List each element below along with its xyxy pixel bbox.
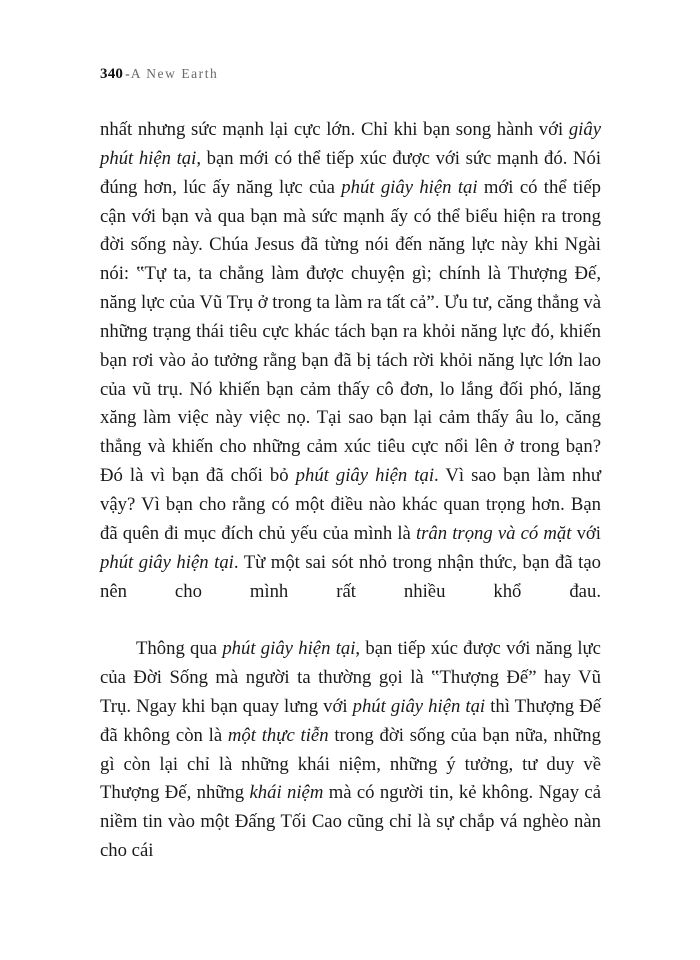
- book-title: A New Earth: [130, 66, 219, 81]
- paragraph-1: [100, 116, 601, 635]
- emphasis-text: phút giây hiện tại: [352, 695, 486, 717]
- body-text: nhất nhưng sức mạnh lại cực lớn. Chỉ khi bạn song hành với: [100, 119, 569, 140]
- emphasis-text: giây phút hiện tại: [100, 119, 601, 169]
- emphasis-text: trân trọng và có mặt: [415, 522, 572, 544]
- emphasis-text: phút giây hiện tại: [341, 176, 478, 198]
- body-text: với: [571, 522, 601, 544]
- emphasis-text: khái niệm: [249, 782, 324, 804]
- emphasis-text: phút giây hiện tại: [222, 638, 356, 660]
- body-text: , bạn mới có thể tiếp xúc được với sức mạnh đó. Nói đúng hơn, lúc ấy năng lực của: [100, 147, 602, 198]
- body-text-block: [100, 116, 601, 866]
- body-text: Thông qua: [136, 638, 223, 660]
- page-number: 340: [100, 66, 124, 82]
- running-header: [100, 64, 600, 85]
- body-text: mà có người tin, kẻ không. Ngay cả niềm tin vào một Đấng Tối Cao cũng chỉ là sự chắp vá nghèo nàn cho cái: [100, 782, 601, 862]
- body-text: . Từ một sai sót nhỏ trong nhận thức, bạn đã tạo nên cho mình rất nhiều khổ đau.: [100, 551, 601, 602]
- body-text: thì Thượng Đế đã không còn là: [100, 695, 601, 746]
- body-text: trong đời sống của bạn nữa, những gì còn lại chỉ là những khái niệm, những ý tưởng, tư duy về Thượng Đế, những: [100, 724, 601, 804]
- emphasis-text: phút giây hiện tại: [295, 465, 435, 487]
- body-text: mới có thể tiếp cận với bạn và qua bạn mà sức mạnh ấy có thể biểu hiện ra trong đời sống này. Chúa Jesus đã từng nói đến năng lực này khi Ngài nói: ‟Tự ta, ta chẳng làm được chuyện gì; chính là Thượng Đế, năng lực của Vũ Trụ ở trong ta làm ra tất cả”. Ưu tư, căng thẳng và những trạng thái tiêu cực khác tách bạn ra khỏi năng lực đó, khiến bạn rơi vào ảo tưởng rằng bạn đã bị tách rời khỏi năng lực lớn lao của vũ trụ. Nó khiến bạn cảm thấy cô đơn, lo lắng đối phó, lăng xăng làm việc này việc nọ. Tại sao bạn lại cảm thấy âu lo, căng thẳng và khiến cho những cảm xúc tiêu cực nổi lên ở trong bạn? Đó là vì bạn đã chối bỏ: [100, 176, 601, 487]
- body-text: . Vì sao bạn làm như vậy? Vì bạn cho rằng có một điều nào khác quan trọng hơn. Bạn đã quên đi mục đích chủ yếu của mình là: [100, 465, 601, 544]
- header-separator: -: [125, 67, 130, 82]
- body-text: , bạn tiếp xúc được với năng lực của Đời Sống mà người ta thường gọi là ‟Thượng Đế” hay Vũ Trụ. Ngay khi bạn quay lưng với: [100, 638, 601, 717]
- emphasis-text: phút giây hiện tại: [100, 551, 234, 573]
- emphasis-text: một thực tiễn: [227, 724, 329, 746]
- paragraph-2: [100, 635, 601, 866]
